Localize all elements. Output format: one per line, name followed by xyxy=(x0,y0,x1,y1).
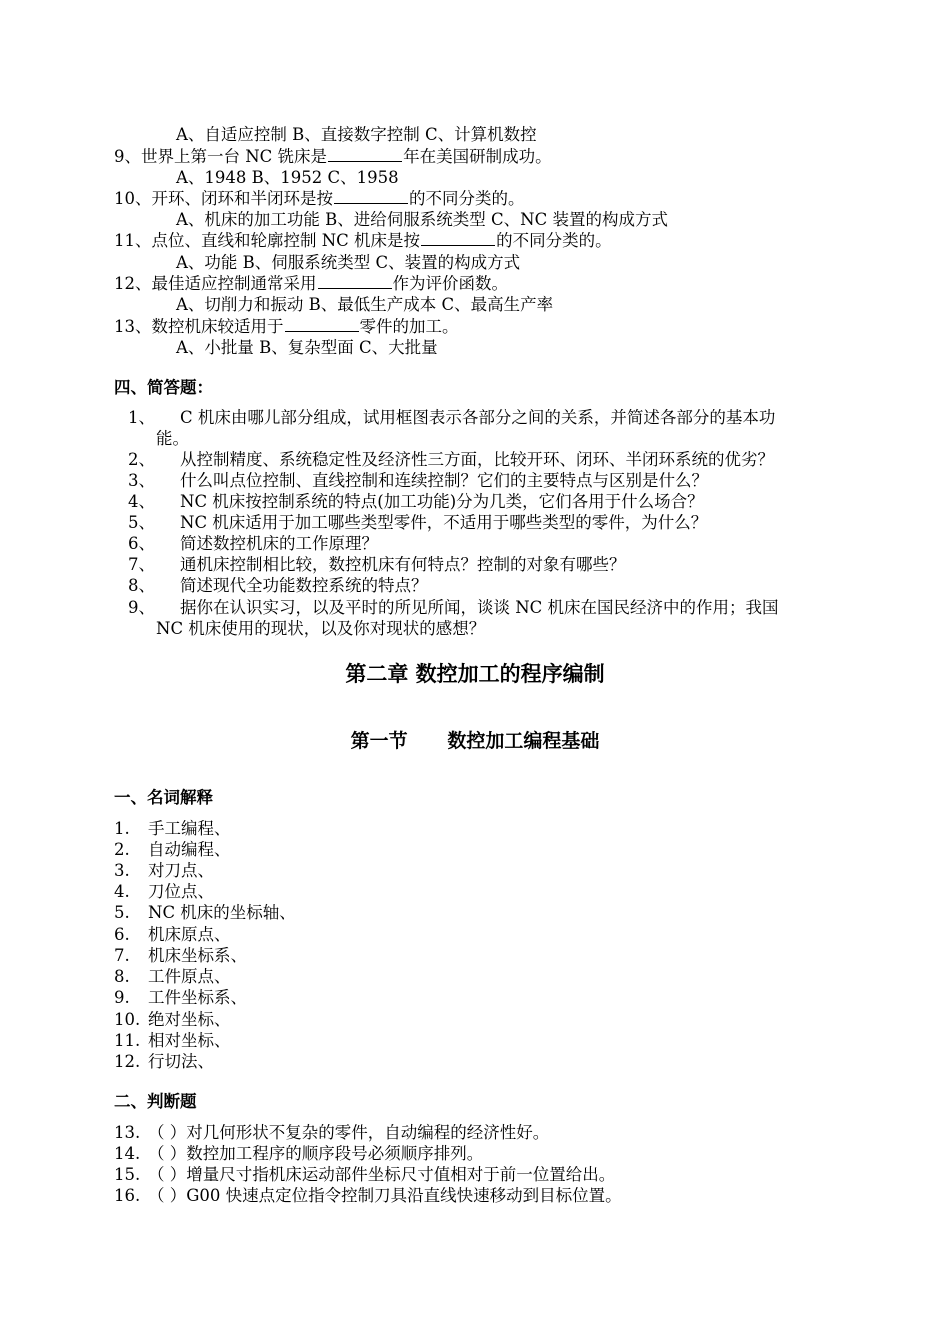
short-answer-num: 5、 xyxy=(128,513,155,532)
short-answer-text: C 机床由哪儿部分组成，试用框图表示各部分之间的关系，并简述各部分的基本功 xyxy=(180,408,776,427)
q9-blank xyxy=(328,146,402,162)
short-answer-num: 4、 xyxy=(128,492,155,511)
term-text: 相对坐标、 xyxy=(148,1031,231,1050)
q9-pre: 9、世界上第一台 NC 铣床是 xyxy=(114,147,328,166)
term-num: 5. xyxy=(114,903,130,922)
q10-blank xyxy=(334,188,408,204)
q12-blank xyxy=(318,273,392,289)
q9-options: A、1948 B、1952 C、1958 xyxy=(176,168,399,187)
q12-post: 作为评价函数。 xyxy=(392,274,508,293)
q11-blank xyxy=(421,230,495,246)
question-11 xyxy=(114,230,612,251)
chapter-title: 第二章 数控加工的程序编制 xyxy=(345,662,605,686)
q13-blank xyxy=(285,316,359,332)
judge-num: 16. xyxy=(114,1186,141,1205)
short-answer-num: 8、 xyxy=(128,576,155,595)
judge-num: 15. xyxy=(114,1165,141,1184)
question-12 xyxy=(114,273,508,294)
short-answer-text: 什么叫点位控制、直线控制和连续控制？它们的主要特点与区别是什么？ xyxy=(180,471,708,490)
term-text: 刀位点、 xyxy=(148,882,214,901)
short-answer-text-cont: 能。 xyxy=(156,429,189,448)
q11-options: A、功能 B、伺服系统类型 C、装置的构成方式 xyxy=(176,253,521,272)
short-answer-text: 通机床控制相比较，数控机床有何特点？控制的对象有哪些？ xyxy=(180,555,626,574)
question-9 xyxy=(114,146,552,167)
q10-pre: 10、开环、闭环和半闭环是按 xyxy=(114,189,333,208)
term-text: 机床原点、 xyxy=(148,925,231,944)
short-answer-text: 据你在认识实习，以及平时的所见所闻，谈谈 NC 机床在国民经济中的作用；我国 xyxy=(180,598,779,617)
term-num: 6. xyxy=(114,925,130,944)
term-num: 1. xyxy=(114,819,130,838)
q10-post: 的不同分类的。 xyxy=(409,189,525,208)
short-answer-text: 从控制精度、系统稳定性及经济性三方面，比较开环、闭环、半闭环系统的优劣？ xyxy=(180,450,774,469)
q13-pre: 13、数控机床较适用于 xyxy=(114,317,284,336)
short-answer-text: NC 机床按控制系统的特点(加工功能)分为几类，它们各用于什么场合？ xyxy=(180,492,704,511)
q8-options: A、自适应控制 B、直接数字控制 C、计算机数控 xyxy=(176,125,537,144)
judge-heading: 二、判断题 xyxy=(114,1092,197,1111)
q13-post: 零件的加工。 xyxy=(359,317,459,336)
term-text: 行切法、 xyxy=(148,1052,214,1071)
q12-options: A、切削力和振动 B、最低生产成本 C、最高生产率 xyxy=(176,295,554,314)
q13-options: A、小批量 B、复杂型面 C、大批量 xyxy=(176,338,438,357)
short-answer-num: 7、 xyxy=(128,555,155,574)
term-text: NC 机床的坐标轴、 xyxy=(148,903,296,922)
short-answer-text: 简述数控机床的工作原理？ xyxy=(180,534,378,553)
judge-num: 14. xyxy=(114,1144,141,1163)
question-13 xyxy=(114,316,459,337)
judge-text: （ ）增量尺寸指机床运动部件坐标尺寸值相对于前一位置给出。 xyxy=(148,1165,616,1184)
term-text: 手工编程、 xyxy=(148,819,231,838)
term-text: 机床坐标系、 xyxy=(148,946,247,965)
short-answer-num: 6、 xyxy=(128,534,155,553)
term-text: 自动编程、 xyxy=(148,840,231,859)
term-num: 11. xyxy=(114,1031,141,1050)
question-10 xyxy=(114,188,525,209)
q11-post: 的不同分类的。 xyxy=(496,231,612,250)
term-num: 9. xyxy=(114,988,130,1007)
short-answer-text-cont: NC 机床使用的现状，以及你对现状的感想？ xyxy=(156,619,486,638)
short-answer-text: 简述现代全功能数控系统的特点？ xyxy=(180,576,428,595)
term-num: 3. xyxy=(114,861,130,880)
term-text: 对刀点、 xyxy=(148,861,214,880)
term-num: 2. xyxy=(114,840,130,859)
judge-text: （ ）对几何形状不复杂的零件，自动编程的经济性好。 xyxy=(148,1123,550,1142)
terms-heading: 一、名词解释 xyxy=(114,788,213,807)
short-answer-heading: 四、简答题： xyxy=(114,378,213,397)
term-text: 绝对坐标、 xyxy=(148,1010,231,1029)
q11-pre: 11、点位、直线和轮廓控制 NC 机床是按 xyxy=(114,231,421,250)
section-title: 第一节 数控加工编程基础 xyxy=(350,730,600,752)
term-num: 12. xyxy=(114,1052,141,1071)
short-answer-text: NC 机床适用于加工哪些类型零件，不适用于哪些类型的零件，为什么？ xyxy=(180,513,708,532)
judge-num: 13. xyxy=(114,1123,141,1142)
short-answer-num: 1、 xyxy=(128,408,155,427)
q9-post: 年在美国研制成功。 xyxy=(403,147,552,166)
short-answer-num: 3、 xyxy=(128,471,155,490)
term-num: 4. xyxy=(114,882,130,901)
term-text: 工件坐标系、 xyxy=(148,988,247,1007)
term-text: 工件原点、 xyxy=(148,967,231,986)
term-num: 8. xyxy=(114,967,130,986)
judge-text: （ ）G00 快速点定位指令控制刀具沿直线快速移动到目标位置。 xyxy=(148,1186,622,1205)
short-answer-num: 2、 xyxy=(128,450,155,469)
term-num: 10. xyxy=(114,1010,141,1029)
q12-pre: 12、最佳适应控制通常采用 xyxy=(114,274,317,293)
judge-text: （ ）数控加工程序的顺序段号必须顺序排列。 xyxy=(148,1144,484,1163)
term-num: 7. xyxy=(114,946,130,965)
q10-options: A、机床的加工功能 B、进给伺服系统类型 C、NC 装置的构成方式 xyxy=(176,210,668,229)
short-answer-num: 9、 xyxy=(128,598,155,617)
